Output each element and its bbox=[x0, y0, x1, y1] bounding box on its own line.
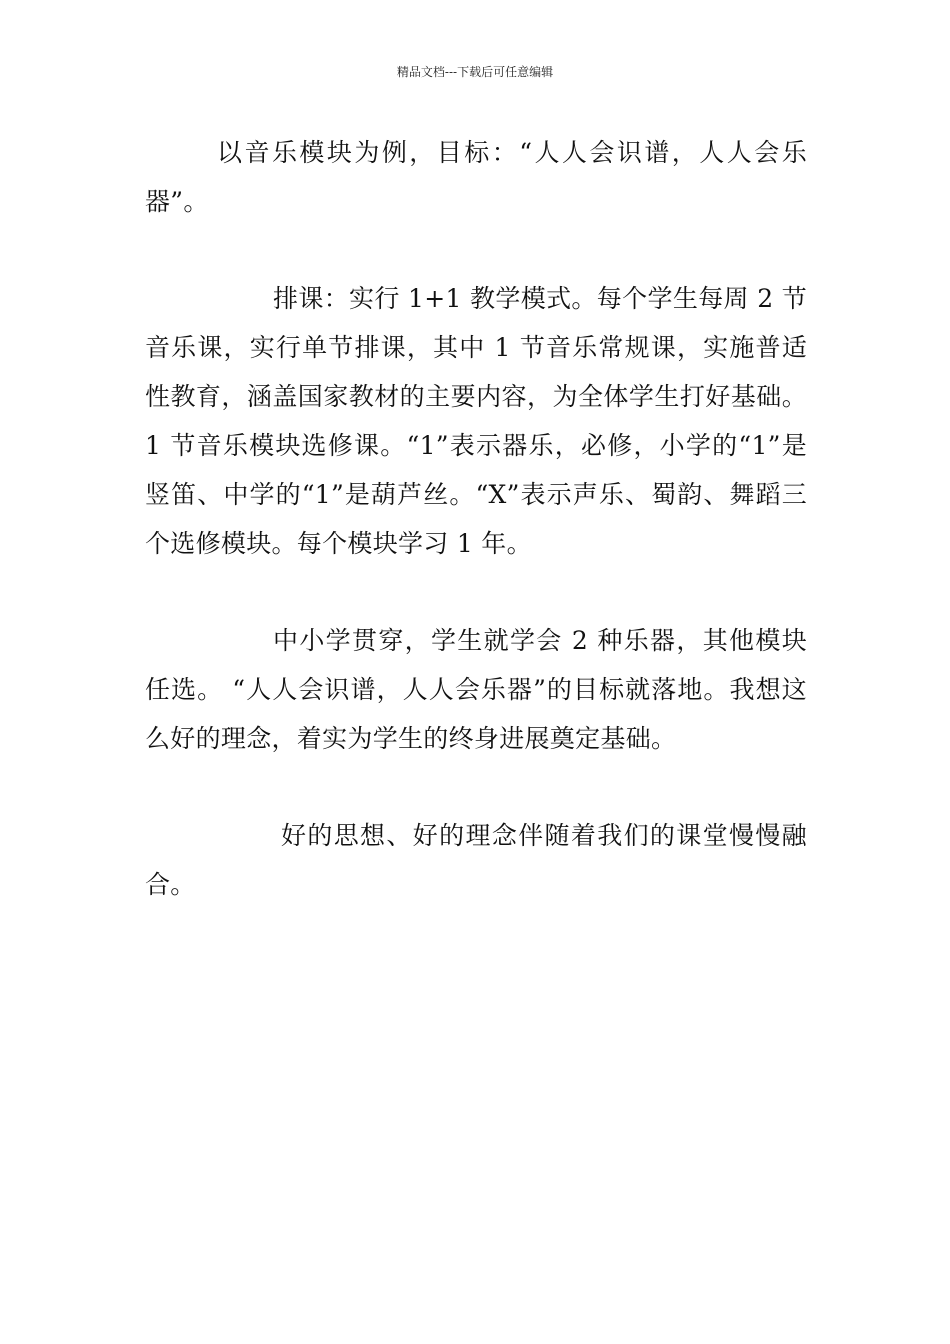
paragraph-goal: 以音乐模块为例，目标：“人人会识谱，人人会乐器”。 bbox=[145, 138, 807, 216]
paragraph-instruments: 中小学贯穿，学生就学会 2 种乐器，其他模块任选。 “人人会识谱，人人会乐器”的目标就落地。我想这么好的理念，着实为学生的终身进展奠定基础。 bbox=[145, 626, 807, 753]
document-body bbox=[145, 128, 807, 909]
paragraph-scheduling: 排课：实行 1+1 教学模式。每个学生每周 2 节音乐课，实行单节排课，其中 1 节音乐常规课，实施普适性教育，涵盖国家教材的主要内容，为全体学生打好基础。1 节音乐模块选修课。“1”表示器乐，必修，小学的“1”是竖笛、中学的“1”是葫芦丝。“X”表示声乐、蜀韵、舞蹈三个选修模块。每个模块学习 1 年。 bbox=[145, 284, 807, 558]
page-header: 精品文档---下载后可任意编辑 bbox=[396, 65, 554, 79]
paragraph-conclusion: 好的思想、好的理念伴随着我们的课堂慢慢融合。 bbox=[145, 821, 807, 899]
